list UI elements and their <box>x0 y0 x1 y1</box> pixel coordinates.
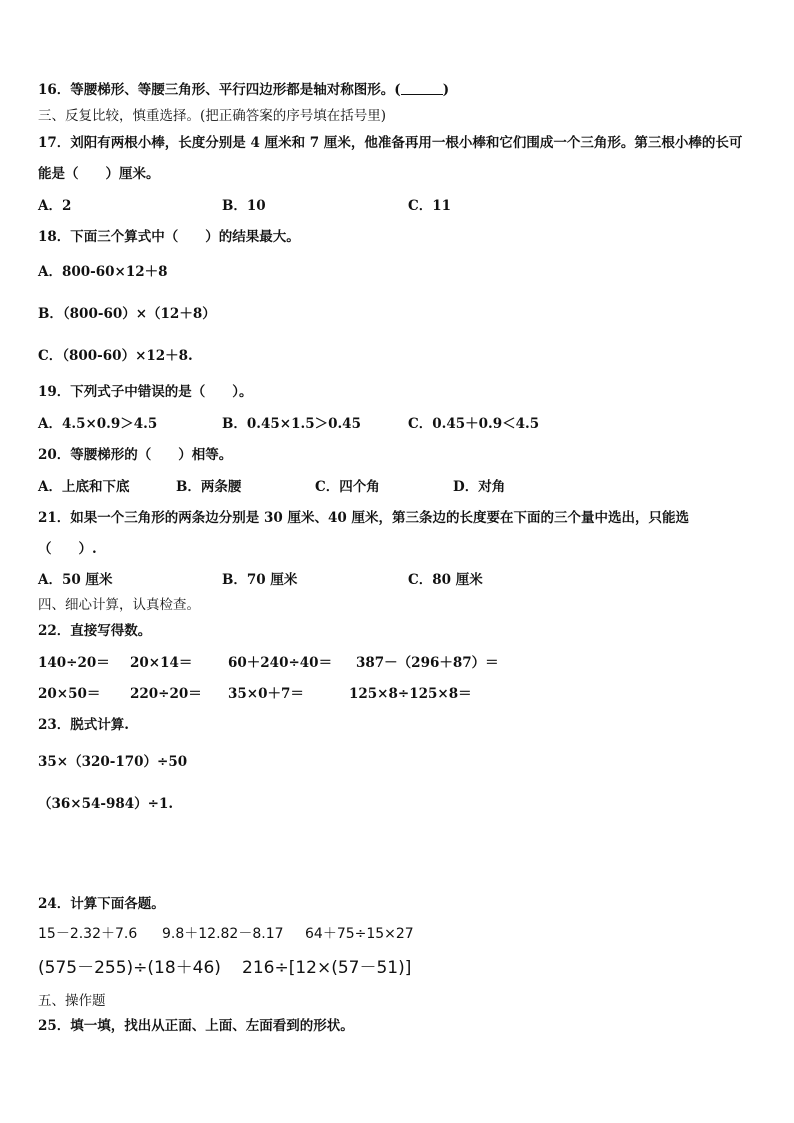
question-17-option-b: B．10 <box>222 198 266 214</box>
question-20-option-d: D．对角 <box>453 479 506 495</box>
question-24-item: 216÷[12×(57－51)] <box>242 958 412 978</box>
question-19-option-a: A．4.5×0.9＞4.5 <box>38 416 158 432</box>
question-17-line-2: 能是（ ）厘米。 <box>38 166 160 182</box>
question-17-option-a: A．2 <box>38 198 72 214</box>
question-21-option-b: B．70 厘米 <box>222 572 298 588</box>
answer-blank[interactable] <box>401 82 443 95</box>
question-19-stem: 19．下列式子中错误的是（ ）。 <box>38 384 253 400</box>
question-22-item: 60＋240÷40＝ <box>228 655 333 671</box>
question-22-item: 35×0＋7＝ <box>228 686 304 702</box>
question-24-stem: 24．计算下面各题。 <box>38 896 165 912</box>
question-16-text: 16．等腰梯形、等腰三角形、平行四边形都是轴对称图形。( <box>38 82 401 98</box>
question-17-line-1: 17．刘阳有两根小棒，长度分别是 4 厘米和 7 厘米，他准备再用一根小棒和它们围成一个三角形。第三根小棒的长可 <box>38 135 743 151</box>
question-24-item: 9.8＋12.82－8.17 <box>162 926 284 942</box>
question-22-item: 140÷20＝ <box>38 655 110 671</box>
question-23-stem: 23．脱式计算. <box>38 717 129 733</box>
question-22-item: 220÷20＝ <box>130 686 202 702</box>
question-16 <box>38 81 449 99</box>
question-24-item: 15－2.32＋7.6 <box>38 926 138 942</box>
question-22-item: 20×50＝ <box>38 686 101 702</box>
question-25-stem: 25．填一填，找出从正面、上面、左面看到的形状。 <box>38 1018 354 1034</box>
question-21-line-2: （ ）. <box>38 541 97 557</box>
question-20-stem: 20．等腰梯形的（ ）相等。 <box>38 447 233 463</box>
question-16-close: ) <box>442 82 450 98</box>
question-18-option-b: B．（800-60）×（12＋8） <box>38 306 216 322</box>
question-23-item: （36×54-984）÷1. <box>38 796 174 812</box>
question-20-option-c: C．四个角 <box>315 479 380 495</box>
question-22-item: 125×8÷125×8＝ <box>349 686 472 702</box>
question-21-line-1: 21．如果一个三角形的两条边分别是 30 厘米、40 厘米，第三条边的长度要在下面的三个量中选出，只能选 <box>38 510 689 526</box>
question-24-item: (575－255)÷(18＋46) <box>38 958 221 978</box>
question-21-option-a: A．50 厘米 <box>38 572 113 588</box>
question-22-item: 20×14＝ <box>130 655 193 671</box>
question-18-option-c: C．（800-60）×12＋8. <box>38 348 193 364</box>
question-22-item: 387－（296＋87）＝ <box>356 655 499 671</box>
section-4-heading: 四、细心计算，认真检查。 <box>38 597 200 613</box>
question-18-stem: 18．下面三个算式中（ ）的结果最大。 <box>38 229 300 245</box>
question-22-stem: 22．直接写得数。 <box>38 623 152 639</box>
question-20-option-a: A．上底和下底 <box>38 479 130 495</box>
section-3-heading: 三、反复比较，慎重选择。(把正确答案的序号填在括号里) <box>38 108 387 124</box>
question-23-item: 35×（320-170）÷50 <box>38 754 188 770</box>
question-17-option-c: C．11 <box>408 198 452 214</box>
question-19-option-c: C．0.45＋0.9＜4.5 <box>408 416 540 432</box>
question-20-option-b: B．两条腰 <box>176 479 242 495</box>
question-21-option-c: C．80 厘米 <box>408 572 483 588</box>
question-24-item: 64＋75÷15×27 <box>305 926 414 942</box>
section-5-heading: 五、操作题 <box>38 993 106 1009</box>
question-19-option-b: B．0.45×1.5＞0.45 <box>222 416 361 432</box>
question-18-option-a: A．800-60×12＋8 <box>38 264 168 280</box>
